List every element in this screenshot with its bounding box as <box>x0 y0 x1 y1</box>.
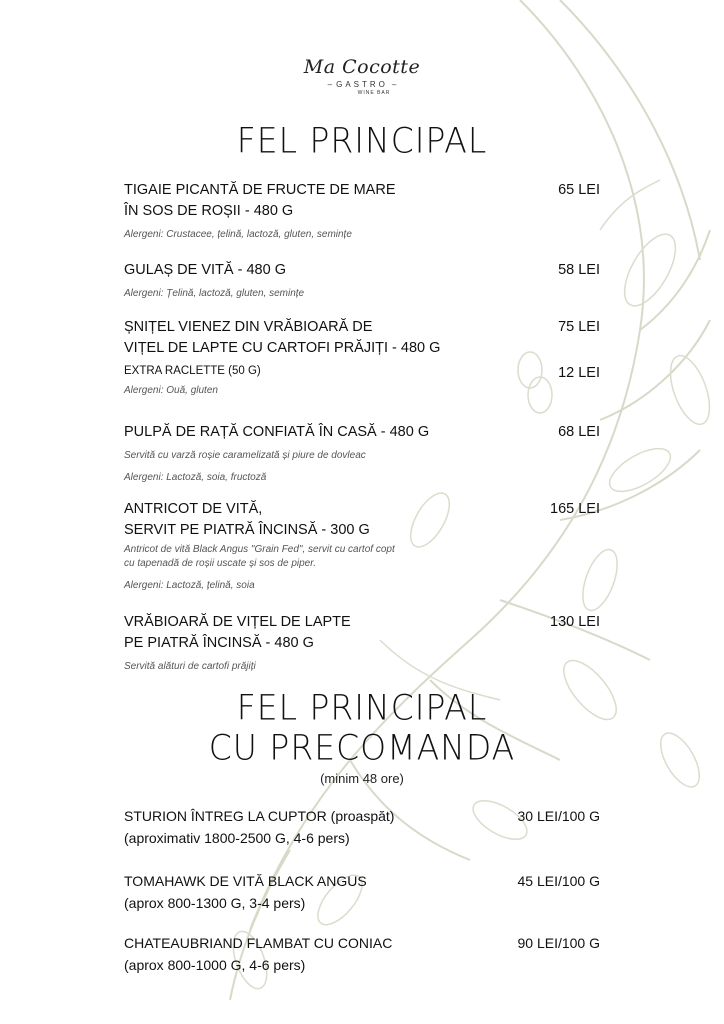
item-name: ÎN SOS DE ROȘII - 480 G <box>124 203 294 219</box>
preorder-name: STURION ÎNTREG LA CUPTOR (proaspăt) <box>124 808 395 824</box>
item-allergens: Alergeni: Lactoză, țelină, soia <box>124 580 255 591</box>
preorder-price: 90 LEI/100 G <box>517 935 600 951</box>
preorder-price: 30 LEI/100 G <box>517 808 600 824</box>
preorder-detail: (aproximativ 1800-2500 G, 4-6 pers) <box>124 830 350 846</box>
item-price: 65 LEI <box>558 182 600 198</box>
item-allergens: Alergeni: Crustacee, țelină, lactoză, gluten, semințe <box>124 229 352 240</box>
extra-price: 12 LEI <box>558 365 600 381</box>
preorder-detail: (aprox 800-1000 G, 4-6 pers) <box>124 957 306 973</box>
menu-item <box>124 422 604 485</box>
preorder-name: CHATEAUBRIAND FLAMBAT CU CONIAC <box>124 935 393 951</box>
preorder-name: TOMAHAWK DE VITĂ BLACK ANGUS <box>124 873 367 889</box>
item-name: PULPĂ DE RAȚĂ CONFIATĂ ÎN CASĂ - 480 G <box>124 424 430 440</box>
menu-item <box>124 612 604 674</box>
preorder-item <box>124 870 604 914</box>
item-allergens: Alergeni: Ouă, gluten <box>124 385 218 396</box>
preorder-price: 45 LEI/100 G <box>517 873 600 889</box>
item-description: Servită cu varză roșie caramelizată și piure de dovleac <box>124 450 366 461</box>
preorder-item <box>124 932 604 976</box>
section-title-preorder-sub: CU PRECOMANDA <box>208 727 516 768</box>
logo-wine-bar: WINE BAR <box>357 90 391 96</box>
logo <box>0 56 724 96</box>
item-price: 68 LEI <box>558 424 600 440</box>
item-price: 130 LEI <box>550 614 600 630</box>
extra-row <box>124 363 604 379</box>
item-name: SERVIT PE PIATRĂ ÎNCINSĂ - 300 G <box>124 522 370 538</box>
section-title-preorder: FEL PRINCIPAL <box>236 687 488 728</box>
item-description: cu tapenadă de roșii uscate și sos de piper. <box>124 558 316 569</box>
item-allergens: Alergeni: Țelină, lactoză, gluten, semințe <box>124 288 305 299</box>
menu-item <box>124 260 604 301</box>
item-name: TIGAIE PICANTĂ DE FRUCTE DE MARE <box>124 182 396 198</box>
preorder-detail: (aprox 800-1300 G, 3-4 pers) <box>124 895 306 911</box>
item-name: VIȚEL DE LAPTE CU CARTOFI PRĂJIȚI - 480 G <box>124 340 441 356</box>
preorder-note: (minim 48 ore) <box>320 771 404 786</box>
item-description: Servită alături de cartofi prăjiți <box>124 661 256 672</box>
item-allergens: Alergeni: Lactoză, soia, fructoză <box>124 472 267 483</box>
logo-gastro: – GASTRO – <box>0 80 724 89</box>
menu-item <box>124 499 604 593</box>
item-name: GULAȘ DE VITĂ - 480 G <box>124 262 286 278</box>
item-price: 58 LEI <box>558 262 600 278</box>
item-description: Antricot de vită Black Angus "Grain Fed", servit cu cartof copt <box>124 544 395 555</box>
extra-name: EXTRA RACLETTE (50 G) <box>124 365 261 377</box>
preorder-item <box>124 805 604 849</box>
menu-item <box>124 317 604 398</box>
item-name: ANTRICOT DE VITĂ, <box>124 501 263 517</box>
logo-script: Ma Cocotte <box>303 56 421 78</box>
item-name: PE PIATRĂ ÎNCINSĂ - 480 G <box>124 635 314 651</box>
item-name: VRĂBIOARĂ DE VIȚEL DE LAPTE <box>124 614 351 630</box>
menu-item <box>124 180 604 242</box>
item-name: ȘNIȚEL VIENEZ DIN VRĂBIOARĂ DE <box>124 319 373 335</box>
item-price: 165 LEI <box>550 501 600 517</box>
section-title-main: FEL PRINCIPAL <box>236 120 488 161</box>
item-price: 75 LEI <box>558 319 600 335</box>
